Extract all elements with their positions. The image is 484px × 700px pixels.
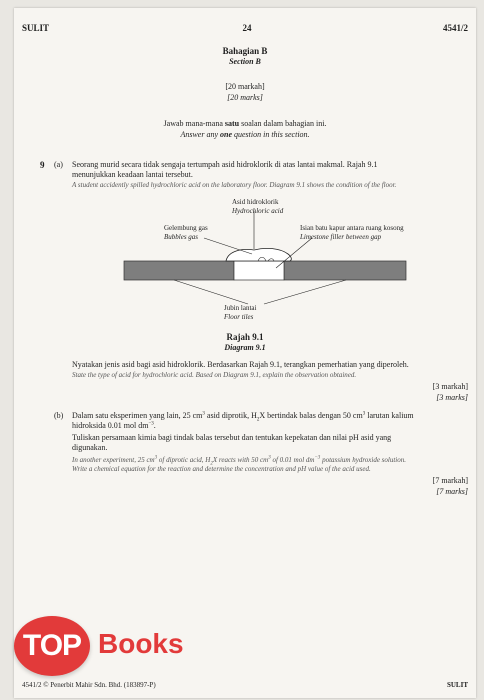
footer-sulit: SULIT xyxy=(446,681,468,689)
instruction-en-bold: one xyxy=(220,130,232,139)
diagram-caption-en: Diagram 9.1 xyxy=(224,343,266,352)
section-marks-en: [20 marks] xyxy=(227,93,263,102)
label-filler xyxy=(300,224,470,242)
label-tiles-en: Floor tiles xyxy=(224,313,254,321)
floor-tile-right xyxy=(284,261,406,280)
part-b-ms-line2 xyxy=(72,421,476,431)
floor-tile-left xyxy=(124,261,234,280)
part-b-marks-ms: [7 markah] xyxy=(432,476,468,485)
part-b-en-line1 xyxy=(72,456,476,465)
instruction-en-pre: Answer any xyxy=(180,130,220,139)
instruction-ms-pre: Jawab mana-mana xyxy=(163,119,225,128)
part-b-ms-line3: Tuliskan persamaan kimia bagi tindak balas tersebut dan tentukan kepekatan dan nilai pH asid yang xyxy=(72,433,392,442)
part-a-task-en: State the type of acid for hydrochloric acid. Based on Diagram 9.1, explain the observation obtained. xyxy=(72,371,357,379)
part-b-en-1d: of 0.01 mol dm xyxy=(270,456,315,464)
part-b-en-1c: X reacts with 50 cm xyxy=(212,456,269,464)
label-filler-ms: Isian batu kapur antara ruang kosong xyxy=(300,224,404,232)
section-title-ms: Bahagian B xyxy=(222,46,268,56)
part-a-marks-en: [3 marks] xyxy=(436,393,468,402)
sub-2: 2 xyxy=(256,417,260,423)
sup-neg3: −3 xyxy=(314,455,321,461)
part-b-ms-2b: . xyxy=(153,421,156,430)
header-sulit: SULIT xyxy=(22,23,50,33)
instruction-en-post: question in this section. xyxy=(232,130,310,139)
sup-neg3: −3 xyxy=(148,421,154,427)
diagram-9-1 xyxy=(14,198,476,338)
instruction-ms-bold: satu xyxy=(224,119,240,128)
part-a-task-ms: Nyatakan jenis asid bagi asid hidroklorik. Berdasarkan Rajah 9.1, terangkan pemerhatian yang diperoleh. xyxy=(72,360,409,369)
label-bubbles-ms: Gelembung gas xyxy=(164,224,208,232)
instruction-ms-post: soalan dalam bahagian ini. xyxy=(239,119,327,128)
part-a-ms-line1: Seorang murid secara tidak sengaja tertumpah asid hidroklorik di atas lantai makmal. Rajah 9.1 xyxy=(72,160,378,169)
diagram-caption-ms: Rajah 9.1 xyxy=(226,332,264,342)
part-a-label: (a) xyxy=(54,160,63,169)
footer-copyright: 4541/2 © Penerbit Mahir Sdn. Bhd. (183897-P) xyxy=(22,681,156,689)
part-b-marks-en: [7 marks] xyxy=(436,487,468,496)
leader-tile-left xyxy=(174,280,248,304)
part-a-text-en: A student accidently spilled hydrochloric acid on the laboratory floor. Diagram 9.1 shows the condition of the floor. xyxy=(72,181,397,189)
label-filler-en: Limestone filler between gap xyxy=(300,233,382,241)
part-a-text-ms xyxy=(72,160,472,180)
leader-tile-right xyxy=(264,280,346,304)
sub-2: 2 xyxy=(210,461,213,467)
label-acid-ms: Asid hidroklorik xyxy=(232,198,279,206)
part-b-en-1e: potassium hydroxide solution. xyxy=(320,456,406,464)
part-b-ms-1a: Dalam satu eksperimen yang lain, 25 cm xyxy=(72,411,203,420)
part-b-en-1b: of diprotic acid, H xyxy=(157,456,211,464)
part-b-en-line2: Write a chemical equation for the reaction and determine the concentration and pH value of the acid used. xyxy=(72,465,371,473)
label-acid xyxy=(232,198,312,216)
topbooks-logo xyxy=(14,616,194,676)
page-number: 24 xyxy=(242,23,252,33)
section-instruction-en xyxy=(14,130,476,140)
exam-page xyxy=(14,8,476,698)
part-b-ms-1c: X bertindak balas dengan 50 cm xyxy=(259,411,363,420)
section-marks-ms: [20 markah] xyxy=(225,82,265,91)
label-acid-en: Hydrochloric acid xyxy=(232,207,284,215)
part-a-ms-line2: menunjukkan keadaan lantai tersebut. xyxy=(72,170,193,179)
logo-books-text: Books xyxy=(98,628,184,659)
part-b-en-1a: In another experiment, 25 cm xyxy=(72,456,155,464)
sup-3: 3 xyxy=(362,411,366,417)
label-tiles-ms: Jubin lantai xyxy=(224,304,257,312)
limestone-filler xyxy=(234,261,284,280)
question-number: 9 xyxy=(40,160,45,170)
part-b-ms-line1 xyxy=(72,411,476,421)
part-b-text-en xyxy=(72,456,476,474)
part-b-label: (b) xyxy=(54,411,64,420)
sup-3: 3 xyxy=(154,455,158,461)
part-b-ms-1d: larutan kalium xyxy=(365,411,414,420)
sup-3: 3 xyxy=(268,455,271,461)
header-code: 4541/2 xyxy=(442,23,468,33)
part-b-ms-1b: asid diprotik, H xyxy=(204,411,257,420)
sup-3: 3 xyxy=(202,411,205,417)
section-instruction-ms xyxy=(14,119,476,129)
label-tiles xyxy=(224,304,284,322)
part-a-marks-ms: [3 markah] xyxy=(432,382,468,391)
part-b-text-ms xyxy=(72,411,476,453)
part-b-ms-line4: digunakan. xyxy=(72,443,108,452)
logo-top-badge: TOP xyxy=(14,616,90,676)
part-b-ms-2a: hidroksida 0.01 mol dm xyxy=(72,421,149,430)
label-bubbles xyxy=(164,224,244,242)
label-bubbles-en: Bubbles gas xyxy=(164,233,199,241)
section-title-en: Section B xyxy=(229,57,261,66)
